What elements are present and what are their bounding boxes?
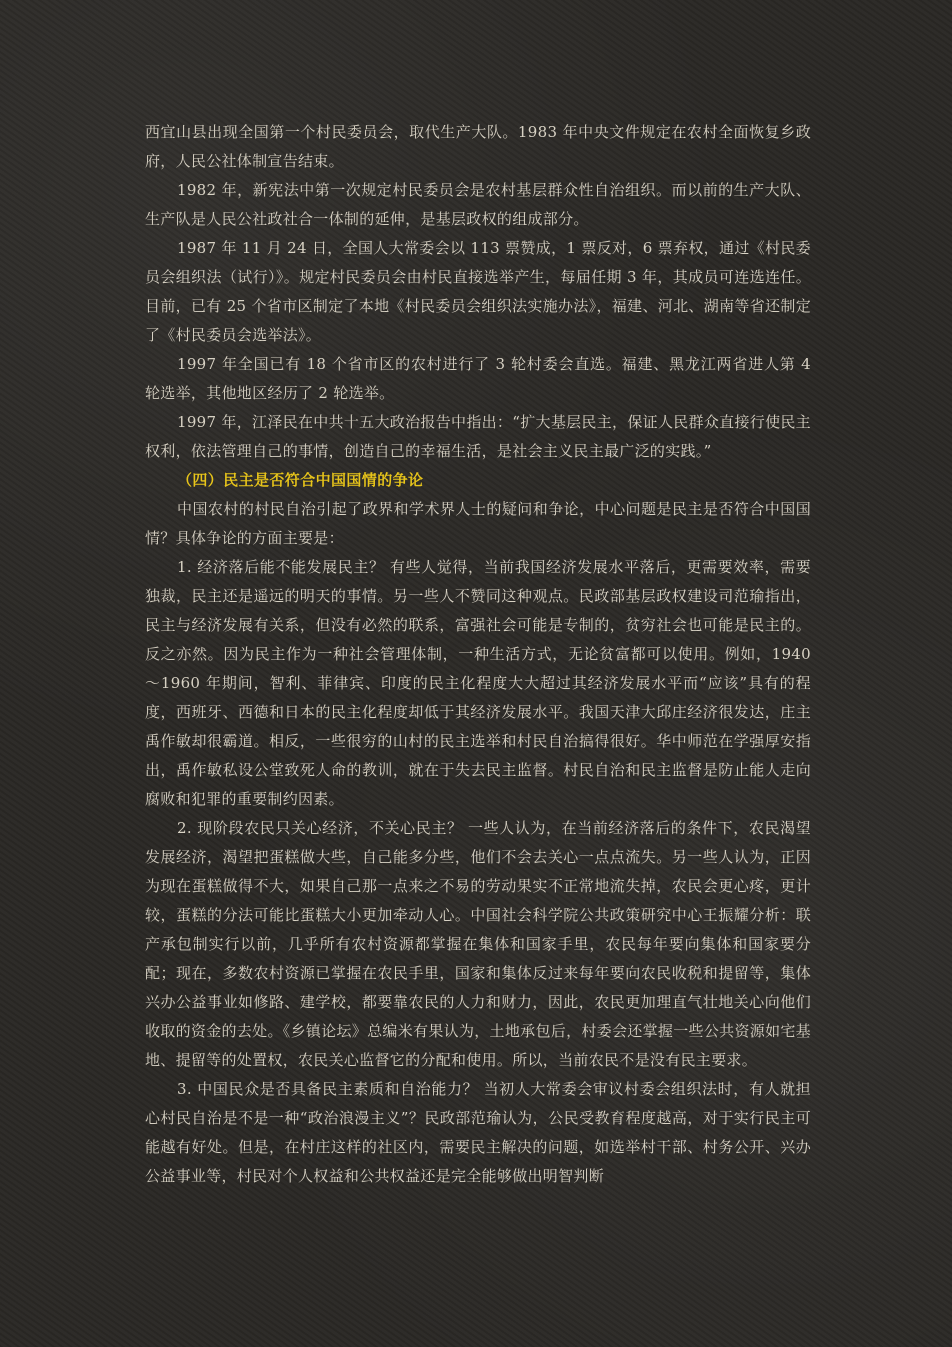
paragraph: 1987 年 11 月 24 日，全国人大常委会以 113 票赞成，1 票反对，6 票弃权，通过《村民委员会组织法（试行）》。规定村民委员会由村民直接选举产生，每届任期 3 年，其成员可连选连任。目前，已有 25 个省市区制定了本地《村民委员会组织法实施办法》，福建、河北、湖南等省还制定了《村民委员会选举法》。 bbox=[145, 239, 811, 344]
paragraph: 3. 中国民众是否具备民主素质和自治能力？ 当初人大常委会审议村委会组织法时，有人就担心村民自治是不是一种“政治浪漫主义”？民政部范瑜认为，公民受教育程度越高，对于实行民主可能越有好处。但是，在村庄这样的社区内，需要民主解决的问题，如选举村干部、村务公开、兴办公益事业等，村民对个人权益和公共权益还是完全能够做出明智判断 bbox=[145, 1080, 811, 1185]
paragraph: 1982 年，新宪法中第一次规定村民委员会是农村基层群众性自治组织。而以前的生产大队、生产队是人民公社政社合一体制的延伸，是基层政权的组成部分。 bbox=[145, 181, 811, 228]
paragraph: 2. 现阶段农民只关心经济，不关心民主？ 一些人认为，在当前经济落后的条件下，农民渴望发展经济，渴望把蛋糕做大些，自己能多分些，他们不会去关心一点点流失。另一些人认为，正因为现在蛋糕做得不大，如果自己那一点来之不易的劳动果实不正常地流失掉，农民会更心疼，更计较，蛋糕的分法可能比蛋糕大小更加牵动人心。中国社会科学院公共政策研究中心王振耀分析：联产承包制实行以前，几乎所有农村资源都掌握在集体和国家手里，农民每年要向集体和国家要分配；现在，多数农村资源已掌握在农民手里，国家和集体反过来每年要向农民收税和提留等，集体兴办公益事业如修路、建学校，都要靠农民的人力和财力，因此，农民更加理直气壮地关心向他们收取的资金的去处。《乡镇论坛》总编米有果认为，土地承包后，村委会还掌握一些公共资源如宅基地、提留等的处置权，农民关心监督它的分配和使用。所以，当前农民不是没有民主要求。 bbox=[145, 819, 811, 1069]
paragraph: 西宜山县出现全国第一个村民委员会，取代生产大队。1983 年中央文件规定在农村全面恢复乡政府，人民公社体制宣告结束。 bbox=[145, 123, 811, 170]
paragraph: 1. 经济落后能不能发展民主？ 有些人觉得，当前我国经济发展水平落后，更需要效率，需要独裁，民主还是遥远的明天的事情。另一些人不赞同这种观点。民政部基层政权建设司范瑜指出，民主与经济发展有关系，但没有必然的联系，富强社会可能是专制的，贫穷社会也可能是民主的。反之亦然。因为民主作为一种社会管理体制，一种生活方式，无论贫富都可以使用。例如，1940～1960 年期间，智利、菲律宾、印度的民主化程度大大超过其经济发展水平而“应该”具有的程度，西班牙、西德和日本的民主化程度却低于其经济发展水平。我国天津大邱庄经济很发达，庄主禹作敏却很霸道。相反，一些很穷的山村的民主选举和村民自治搞得很好。华中师范在学强厚安指出，禹作敏私设公堂致死人命的教训，就在于失去民主监督。村民自治和民主监督是防止能人走向腐败和犯罪的重要制约因素。 bbox=[145, 558, 811, 808]
paragraph: 1997 年，江泽民在中共十五大政治报告中指出：“扩大基层民主，保证人民群众直接行使民主权利，依法管理自己的事情，创造自己的幸福生活，是社会主义民主最广泛的实践。” bbox=[145, 413, 811, 460]
document-body bbox=[145, 118, 811, 1191]
paragraph: 1997 年全国已有 18 个省市区的农村进行了 3 轮村委会直选。福建、黑龙江两省进人第 4 轮选举，其他地区经历了 2 轮选举。 bbox=[145, 355, 811, 402]
section-heading: （四）民主是否符合中国国情的争论 bbox=[177, 471, 424, 489]
paragraph: 中国农村的村民自治引起了政界和学术界人士的疑问和争论，中心问题是民主是否符合中国国情？具体争论的方面主要是： bbox=[145, 500, 811, 547]
